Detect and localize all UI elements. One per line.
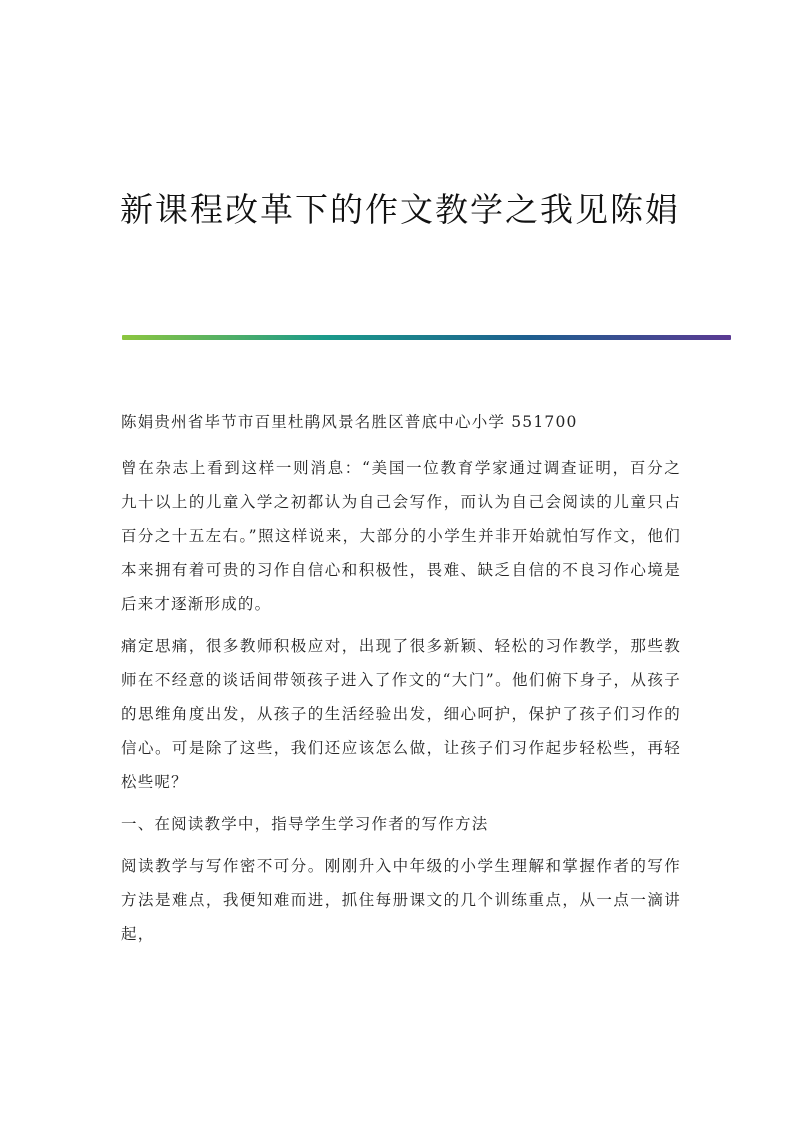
paragraph-2: 痛定思痛，很多教师积极应对，出现了很多新颖、轻松的习作教学，那些教师在不经意的谈话间带领孩子进入了作文的“大门”。他们俯下身子，从孩子的思维角度出发，从孩子的生活经验出发，细心呵护，保护了孩子们习作的信心。可是除了这些，我们还应该怎么做，让孩子们习作起步轻松些，再轻松些呢？ (121, 637, 681, 791)
title-divider (122, 335, 731, 340)
document-title: 新课程改革下的作文教学之我见陈娟 (120, 190, 680, 229)
paragraph-1: 曾在杂志上看到这样一则消息：“美国一位教育学家通过调查证明，百分之九十以上的儿童入学之初都认为自己会写作，而认为自己会阅读的儿童只占百分之十五左右。”照这样说来，大部分的小学生并非开始就怕写作文，他们本来拥有着可贵的习作自信心和积极性，畏难、缺乏自信的不良习作心境是后来才逐渐形成的。 (121, 459, 681, 613)
document-body (121, 405, 681, 959)
section-heading-1: 一、在阅读教学中，指导学生学习作者的写作方法 (121, 815, 489, 833)
paragraph-3: 阅读教学与写作密不可分。刚刚升入中年级的小学生理解和掌握作者的写作方法是难点，我便知难而进，抓住每册课文的几个训练重点，从一点一滴讲起， (121, 857, 681, 943)
author-line: 陈娟贵州省毕节市百里杜鹃风景名胜区普底中心小学 551700 (121, 413, 578, 431)
